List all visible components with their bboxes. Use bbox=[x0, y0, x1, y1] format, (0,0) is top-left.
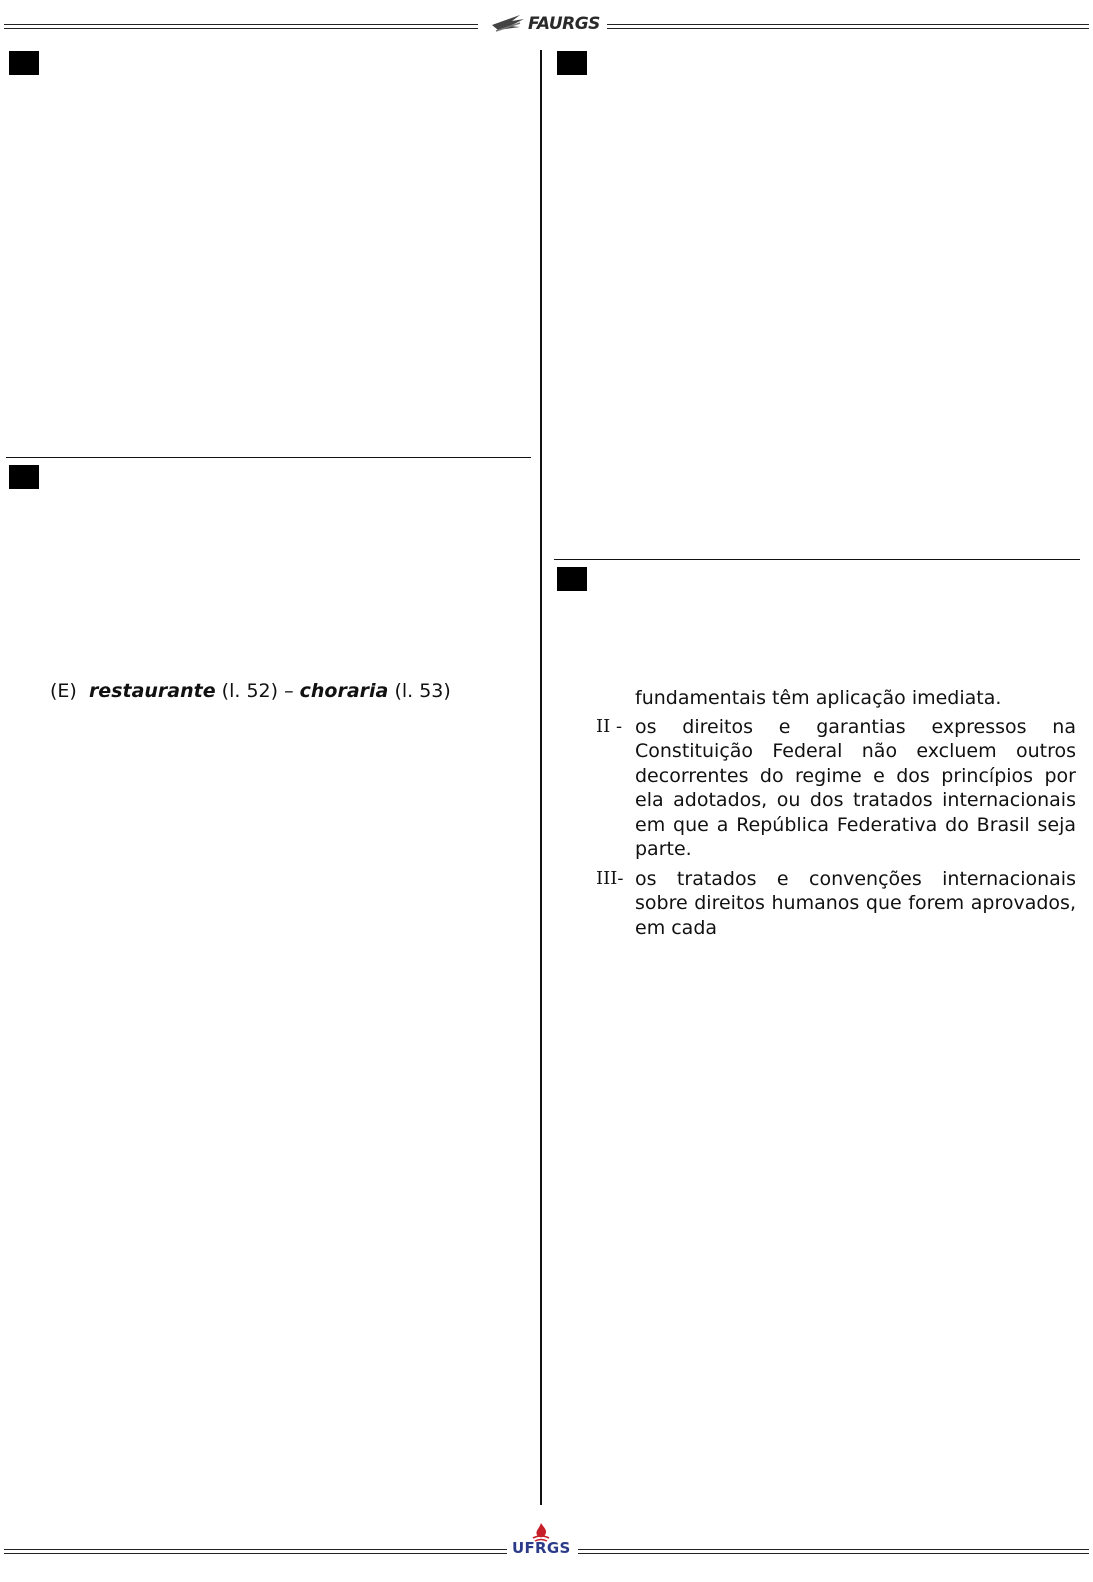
left-question-separator bbox=[6, 457, 531, 458]
statement-item bbox=[596, 867, 1076, 941]
question-number-box bbox=[9, 51, 39, 75]
faurgs-bird-icon bbox=[490, 11, 526, 33]
question-number-box bbox=[557, 51, 587, 75]
footer-rule-right bbox=[578, 1549, 1089, 1554]
option-word-2: choraria bbox=[299, 680, 389, 702]
header-rule-left bbox=[4, 24, 478, 29]
statement-number: II - bbox=[596, 715, 623, 737]
faurgs-logo bbox=[490, 8, 600, 36]
statement-continuation: fundamentais têm aplicação imediata. bbox=[635, 687, 1002, 709]
question-number-box bbox=[557, 567, 587, 591]
ufrgs-logo bbox=[506, 1522, 576, 1558]
ufrgs-logo-text: UFRGS bbox=[512, 1539, 571, 1557]
statement-list bbox=[596, 686, 1076, 945]
faurgs-logo-text: FAURGS bbox=[528, 14, 600, 34]
header-rule-right bbox=[607, 24, 1089, 29]
option-letter: (E) bbox=[50, 680, 77, 702]
statement-number: III- bbox=[596, 867, 624, 889]
option-word-1: restaurante bbox=[88, 680, 216, 702]
statement-item bbox=[596, 715, 1076, 862]
right-question-separator bbox=[554, 559, 1080, 560]
answer-option-e bbox=[50, 680, 451, 702]
option-ref-2: (l. 53) bbox=[394, 680, 451, 702]
option-dash: – bbox=[284, 680, 294, 702]
option-ref-1: (l. 52) bbox=[221, 680, 279, 702]
statement-text: os tratados e convenções internacionais sobre direitos humanos que forem aprovados, em cada bbox=[635, 867, 1076, 939]
column-divider bbox=[540, 50, 542, 1505]
statement-text: os direitos e garantias expressos na Constituição Federal não excluem outros decorrentes do regime e dos princípios por ela adotados, ou dos tratados internacionais em que a República Federativa do Brasil seja parte. bbox=[635, 715, 1076, 860]
question-number-box bbox=[9, 465, 39, 489]
footer-rule-left bbox=[4, 1549, 507, 1554]
